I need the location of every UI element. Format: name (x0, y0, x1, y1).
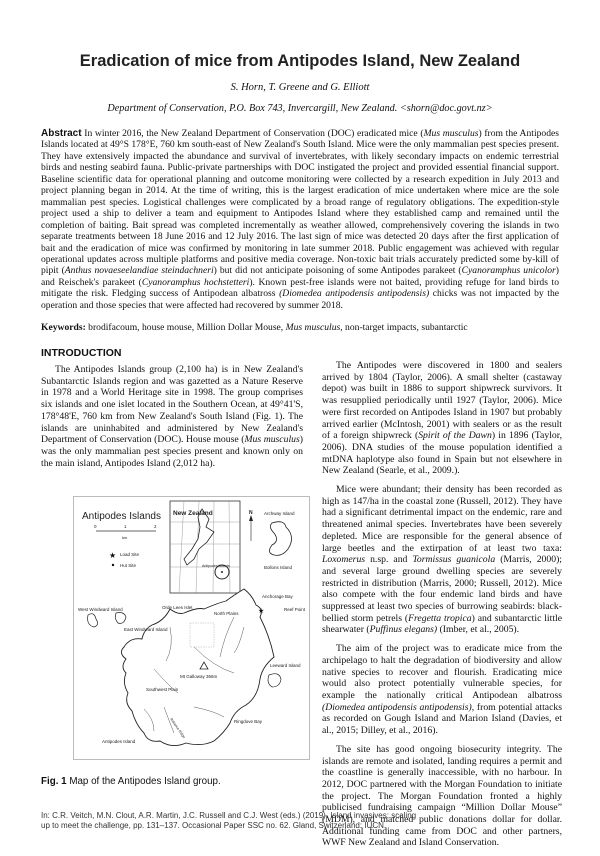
intro-paragraph: The aim of the project was to eradicate mice from the archipelago to halt the degradation of biodiversity and allow native species to recover and flourish. Eradicating mice would also protect potentially vulnerable species, for example the nationally critical Antipodean albatross (Diomedea antipodensis antipodensis), from potential attacks as recorded on Gough Island and Marion Island (Davies, et al., 2015; Dilley, et al., 2016). (322, 643, 562, 737)
abstract-species: Cyanoramphus unicolor (461, 265, 556, 277)
place-label: Antipodes Island (102, 739, 136, 744)
keywords-species: Mus musculus (285, 322, 341, 333)
abstract-text: ) and Reischek's parakeet ( (41, 265, 559, 288)
abstract-text: In winter 2016, the New Zealand Department of Conservation (DOC) eradicated mice ( (81, 128, 424, 139)
bollons-island-outline (269, 522, 291, 556)
abstract-species: Cyanoramphus hochstetteri (141, 276, 250, 288)
place-label: Mt Galloway 366m (180, 674, 218, 679)
scale-tick: 0 (94, 524, 97, 529)
abstract-species: Mus musculus (423, 128, 479, 139)
abstract (41, 128, 559, 311)
place-label: Bollons Island (264, 565, 293, 570)
west-windward-island-outline (88, 614, 98, 627)
abstract-label: Abstract (41, 128, 82, 139)
place-label: Orde Lees Islet (162, 605, 193, 610)
figure-caption-label: Fig. 1 (41, 776, 67, 787)
antipodes-map (74, 497, 309, 759)
place-label: Archway Island (264, 511, 295, 516)
place-label: West Windward Island (78, 607, 123, 612)
abstract-species: Anthus novaeseelandiae steindachneri (64, 265, 214, 277)
dot-icon (112, 564, 114, 566)
place-label: Anchorage Bay (262, 594, 293, 599)
keywords-label: Keywords: (41, 322, 86, 333)
citation-line: up to meet the challenge, pp. 131–137. Occasional Paper SSC no. 62. Gland, Switzerland: IUCN. (41, 821, 387, 830)
keywords-text: , non-target impacts, subantarctic (340, 322, 468, 333)
abstract-text: ) but did not anticipate poisoning of some Antipodes parakeet ( (213, 265, 462, 277)
section-heading-introduction: INTRODUCTION (41, 347, 122, 359)
figure-caption-text: Map of the Antipodes Island group. (66, 776, 221, 787)
citation-footer (41, 811, 561, 831)
leeward-island-outline (268, 674, 281, 687)
inset-title: New Zealand (173, 510, 213, 517)
intro-paragraph: Mice were abundant; their density has been recorded as high as 147/ha in the coastal zone (Russell, 2012). They have had a significant detrimental impact on the endemic, rare and threatened animal species. Invertebrates have been severely depleted. Mice are responsible for the general absence of large beetles and the extirpation of at least two taxa: Loxomerus n.sp. and Tormissus guanicola (Marris, 2000); and several large ground dwelling species are severely restricted in distribution (Marris, 2000; Russell, 2012). Mice also compete with the four endemic land birds and have suppressed at least two species of burrowing seabirds: black-bellied storm petrels (Fregetta tropica) and subantarctic little shearwater (Puffinus elegans) (Imber, et al., 2005). (322, 484, 562, 636)
star-icon: ★ (109, 551, 117, 560)
inset-label: Antipodes Islands (202, 564, 230, 568)
keywords (41, 322, 559, 333)
right-column (322, 360, 562, 856)
abstract-text: ) from the Antipodes Islands located at 49°S 178°E, 760 km south-east of New Zealand's South Island. Mice were the only mammalian pest species present. They have extensively impacted the abundance and survival of invertebrates, with likely secondary impacts on endemic terrestrial birds and nesting seabird fauna. Public-private partnerships with DOC instigated the project and provided essential financial support. Baseline scientific data for operational planning and outcome monitoring were collected by a research expedition in July 2013 and project planning began in 2014. At the time of writing, this is the largest eradication of mice undertaken where mice are the sole mammalian pest species. Logistical challenges were complicated by a broad range of regulatory obligations. The expedition-style project used a ship to deliver a team and equipment to Antipodes Island where they established camp and remained until the completion of baiting. Bait spread was completed incrementally as weather allowed, comprehensively covering the islands in two separate treatments between 18 June 2016 and 12 July 2016. The last sign of mice was detected 20 days after the first application of bait and the eradication of mice was confirmed by monitoring in late summer 2018. Public engagement was achieved with regular operational updates across multiple platforms and positive media coverage. Non-toxic bait trials accurately predicted some by-kill of pipit ( (41, 128, 559, 277)
intro-paragraph: The site has good ongoing biosecurity integrity. The islands are remote and isolated, landing requires a permit and the coastline is generally inaccessible, with no harbour. In 2012, DOC partnered with the Morgan Foundation to initiate the project. The Morgan Foundation fronted a highly publicised fundraising campaign “Million Dollar Mouse” (MDM), and matched public donations dollar for dollar. Additional funding came from DOC and other partners, WWF New Zealand and Island Conservation. (322, 743, 562, 849)
east-windward-island-outline (115, 613, 126, 624)
place-label: Reef Point (284, 607, 306, 612)
place-label: Ringdove Bay (234, 719, 263, 724)
paper-authors: S. Horn, T. Greene and G. Elliott (230, 82, 370, 93)
left-column (41, 364, 303, 476)
abstract-species: (Diomedea antipodensis antipodensis) (279, 288, 430, 300)
abstract-text: ). Known pest-free islands were not baited, providing refuge for land birds to mitigate the risk. Fledging success of Antipodean albatross (41, 276, 559, 300)
citation-line: In: C.R. Veitch, M.N. Clout, A.R. Martin, J.C. Russell and C.J. West (eds.) (2019). Island invasives: scaling (41, 811, 417, 820)
north-label: N (249, 510, 253, 516)
intro-paragraph: The Antipodes Islands group (2,100 ha) is in New Zealand's Subantarctic Islands region and was gazetted as a Nature Reserve in 1978 and a World Heritage site in 1998. The group comprises six islands and one islet located in the Southern Ocean, at 49°41'S, 178°48'E, 760 km from New Zealand's South Island (Fig. 1). The islands are uninhabited and administered by New Zealand's Department of Conservation (DOC). House mouse (Mus musculus) was the only mammalian pest species present and known only on the main island, Antipodes Island (2,012 ha). (41, 364, 303, 469)
place-label: Reliance Ridge (169, 717, 187, 740)
intro-paragraph: The Antipodes were discovered in 1800 and sealers arrived by 1804 (Taylor, 2006). A small shelter (castaway depot) was built in 1886 to support shipwreck survivors. It was resupplied periodically until 1927 (Taylor, 2006). Mice were first recorded on Antipodes Island in 1907 but probably arrived earlier (McIntosh, 2001) with sealers or as the result of a foreign shipwreck (Spirit of the Dawn) in 1896 (Taylor, 2006). DNA studies of the mouse population identified a mtDNA haplotype also found in Spain but not elsewhere in New Zealand (Searle, et al., 2009.). (322, 360, 562, 477)
place-label: East Windward Island (124, 627, 168, 632)
map-title: Antipodes Islands (82, 511, 161, 522)
place-label: Southwest Plain (146, 687, 179, 692)
figure-caption (41, 776, 221, 787)
scale-unit: km (122, 535, 128, 540)
legend-label: Hut Site (120, 563, 137, 568)
new-zealand-outline (184, 509, 214, 565)
keywords-text: brodifacoum, house mouse, Million Dollar Mouse, (85, 322, 286, 333)
abstract-text: chicks was not impacted by the operation and those species that were affected had recovered by summer 2018. (41, 288, 559, 311)
legend-label: Load Site (120, 552, 140, 557)
paper-title: Eradication of mice from Antipodes Island, New Zealand (79, 52, 521, 70)
star-icon: ★ (258, 607, 265, 615)
inset-locator-dot (221, 571, 223, 573)
scale-tick: 2 (154, 524, 157, 529)
place-label: North Plains (214, 611, 239, 616)
scale-tick: 1 (124, 524, 127, 529)
place-label: Leeward Island (270, 663, 301, 668)
figure-map (73, 496, 310, 760)
paper-affiliation: Department of Conservation, P.O. Box 743, Invercargill, New Zealand. <shorn@doc.govt.nz> (107, 103, 493, 114)
